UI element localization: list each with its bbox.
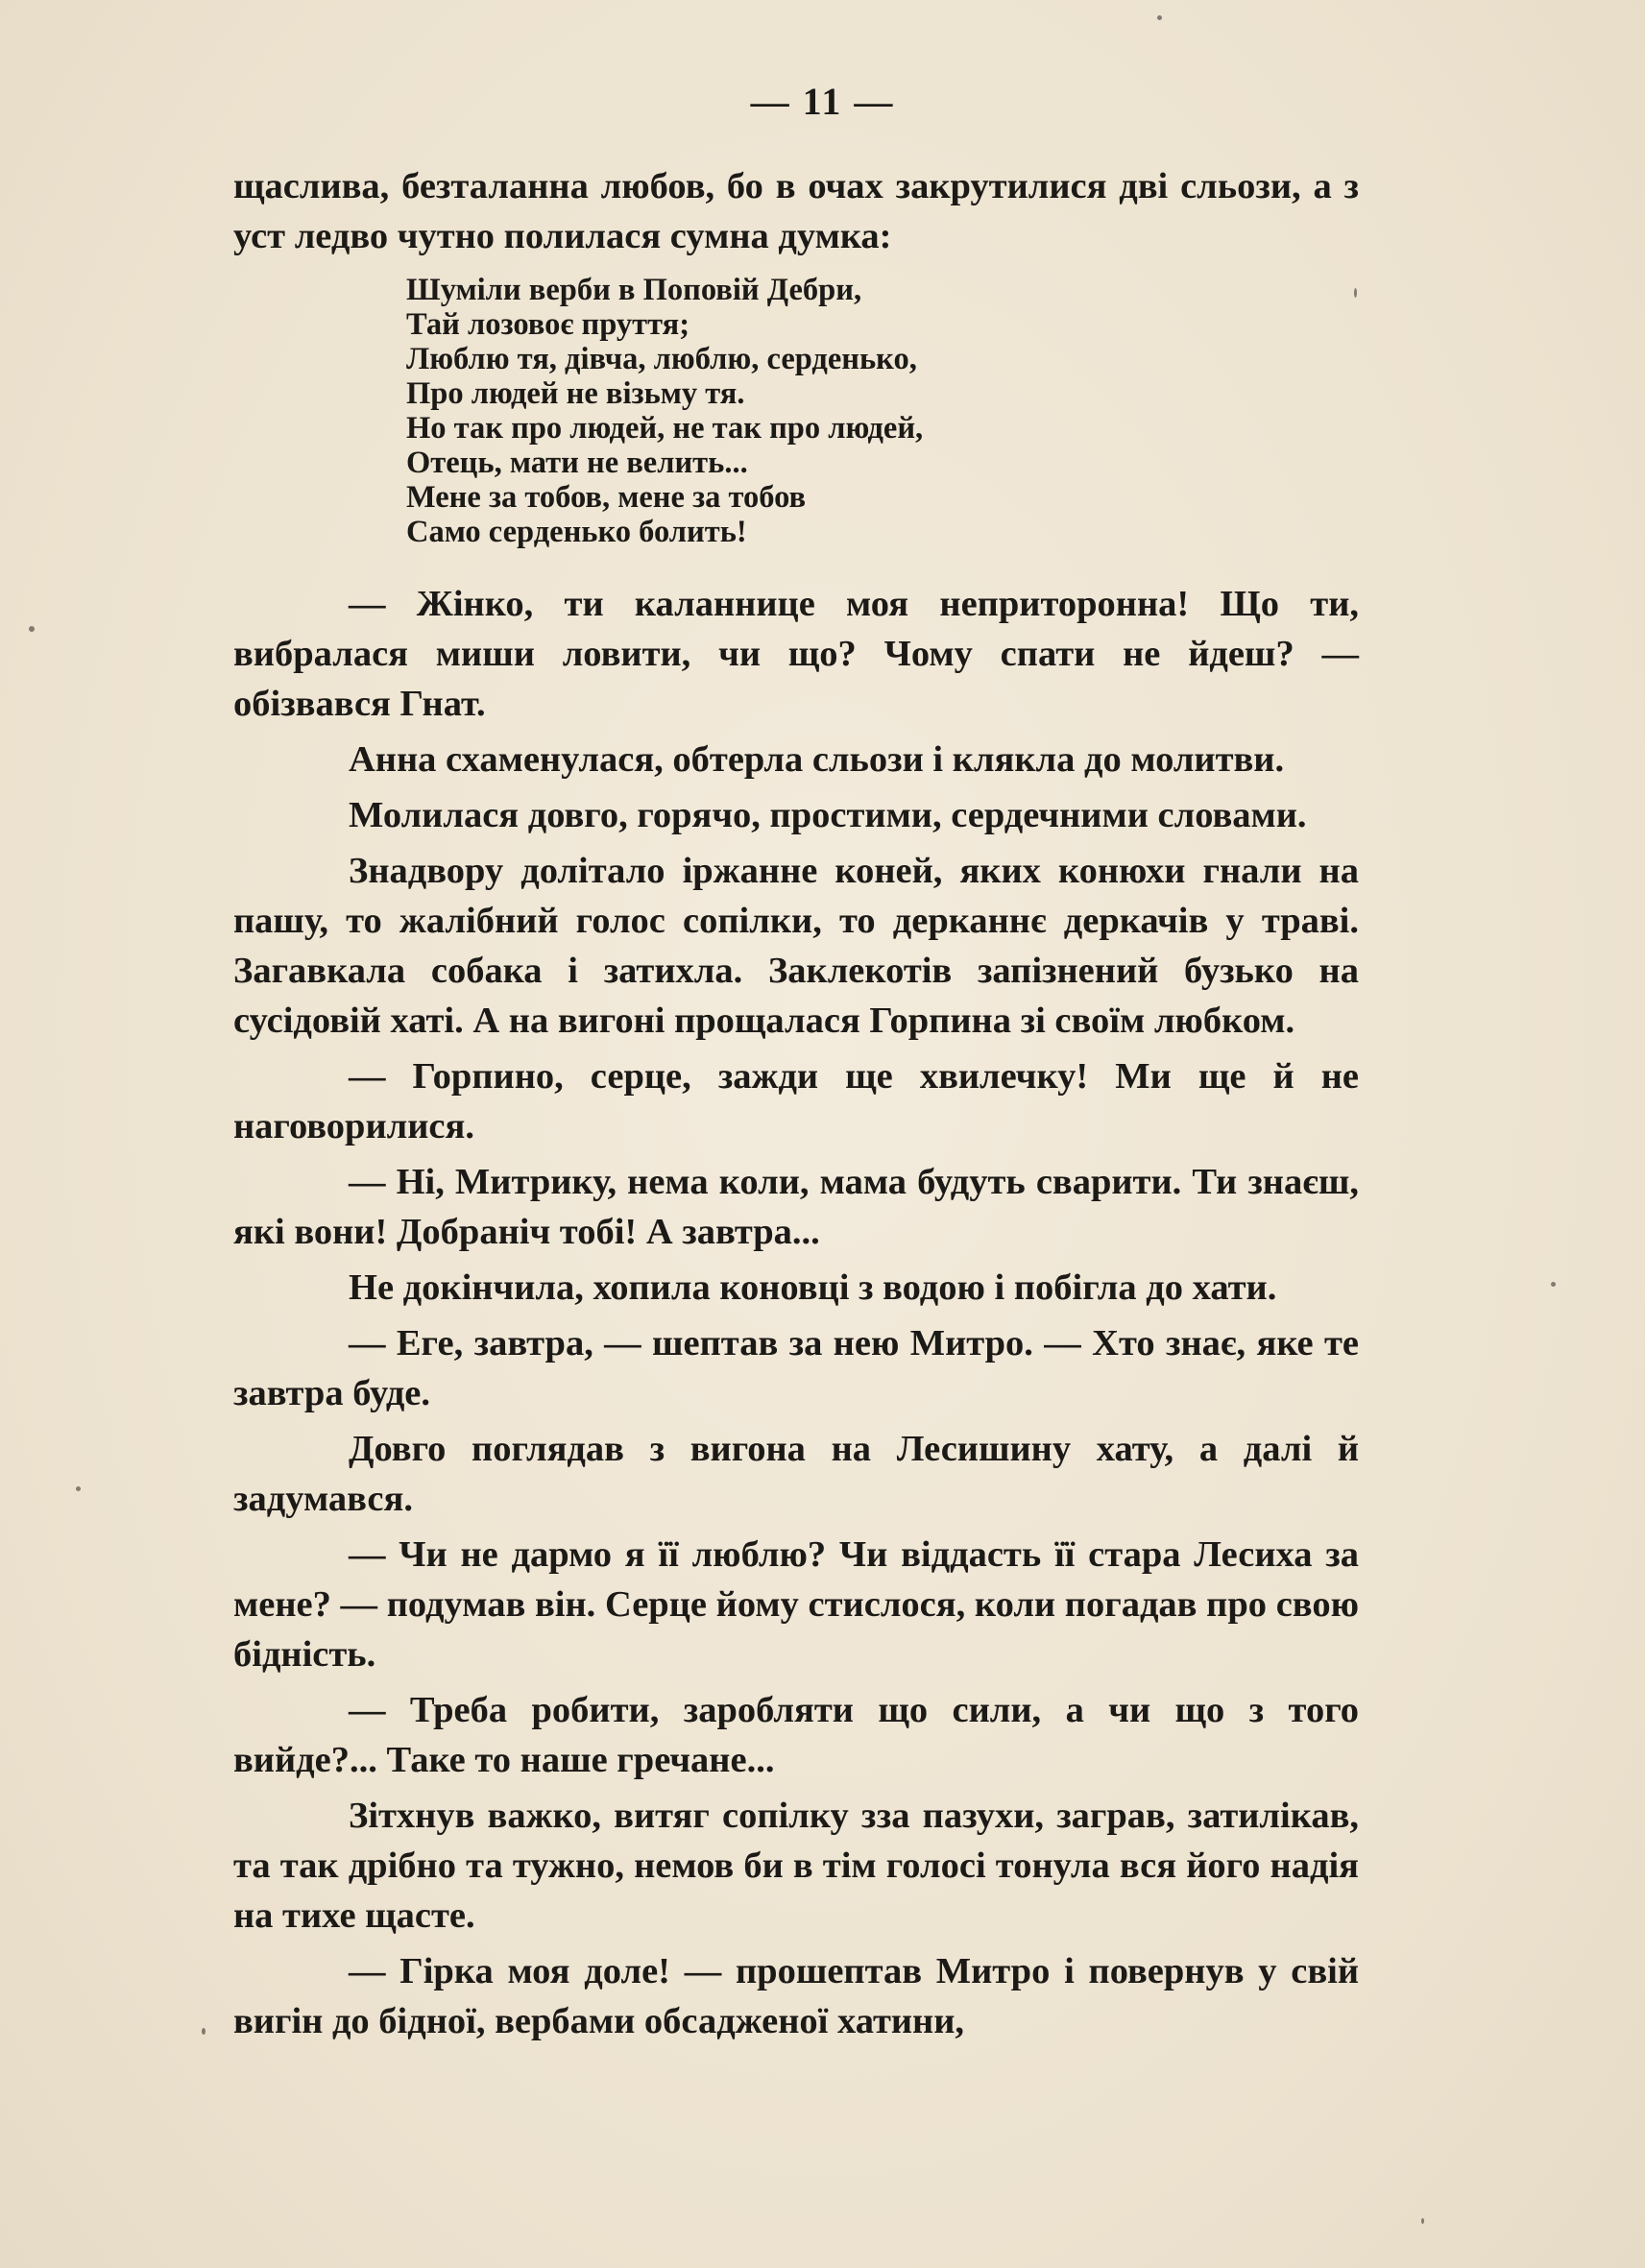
paragraph: Зітхнув важко, витяг сопілку зза пазухи, заграв, затилікав, та так дрібно та тужно, немов би в тім голосі тонула вся його надія на тихе щасте.	[233, 1796, 1359, 1936]
scan-speck	[1157, 15, 1162, 20]
poem-line: Люблю тя, дівча, люблю, серденько,	[406, 342, 917, 376]
paragraph: — Ні, Митрику, нема коли, мама будуть сварити. Ти знаєш, які вони! Добраніч тобі! А завтра...	[233, 1162, 1359, 1252]
poem-line: Мене за тобов, мене за тобов	[406, 480, 807, 515]
opening-paragraph: щаслива, безталанна любов, бо в очах закрутилися дві сльози, а з уст ледво чутно полилася сумна думка:	[233, 166, 1359, 256]
opening-paragraph-block	[233, 161, 1359, 267]
poem-line: Шуміли верби в Поповій Дебри,	[406, 273, 862, 307]
paragraph: — Гірка моя доле! — прошептав Митро і повернув у свій вигін до бідної, вербами обсадженої хатини,	[233, 1951, 1359, 2041]
scan-speck	[202, 2028, 206, 2035]
scan-speck	[29, 626, 35, 632]
paragraph: — Жінко, ти каланнице моя неприторонна! Що ти, вибралася миши ловити, чи що? Чому спати не йдеш? — обізвався Гнат.	[233, 584, 1359, 724]
prose-block	[233, 579, 1359, 2052]
poem-line: Само серденько болить!	[406, 515, 747, 549]
poem-line: Тай лозовоє пруття;	[406, 307, 690, 342]
paragraph: Молилася довго, горячо, простими, сердечними словами.	[349, 795, 1307, 835]
scan-speck	[1551, 1282, 1556, 1287]
poem-line: Отець, мати не велить...	[406, 446, 748, 480]
paragraph: Анна схаменулася, обтерла сльози і клякла до молитви.	[349, 739, 1285, 780]
paragraph: — Горпино, серце, зажди ще хвилечку! Ми ще й не наговорилися.	[233, 1056, 1359, 1146]
page-number: — 11 —	[750, 80, 895, 123]
poem-line: Про людей не візьму тя.	[406, 376, 745, 411]
paragraph: Знадвору долітало іржанне коней, яких конюхи гнали на пашу, то жалібний голос сопілки, то дерканнє деркачів у траві. Загавкала собака і затихла. Заклекотів запізнений бузько на сусідовій хаті. А на вигоні прощалася Горпина зі своїм любком.	[233, 851, 1359, 1041]
paragraph: Не докінчила, хопила коновці з водою і побігла до хати.	[349, 1267, 1277, 1308]
paragraph: — Еге, завтра, — шептав за нею Митро. — Хто знає, яке те завтра буде.	[233, 1323, 1359, 1413]
scan-speck	[1421, 2218, 1424, 2224]
scan-speck	[76, 1486, 81, 1491]
poem-line: Но так про людей, не так про людей,	[406, 411, 924, 446]
scan-speck	[1354, 288, 1357, 298]
poem	[406, 273, 923, 549]
paragraph: Довго поглядав з вигона на Лесишину хату, а далі й задумався.	[233, 1429, 1359, 1519]
paragraph: — Треба робити, заробляти що сили, а чи що з того вийде?... Таке то наше гречане...	[233, 1690, 1359, 1780]
paragraph: — Чи не дармо я її люблю? Чи віддасть її стара Лесиха за мене? — подумав він. Серце йому стислося, коли погадав про свою бідність.	[233, 1534, 1359, 1675]
